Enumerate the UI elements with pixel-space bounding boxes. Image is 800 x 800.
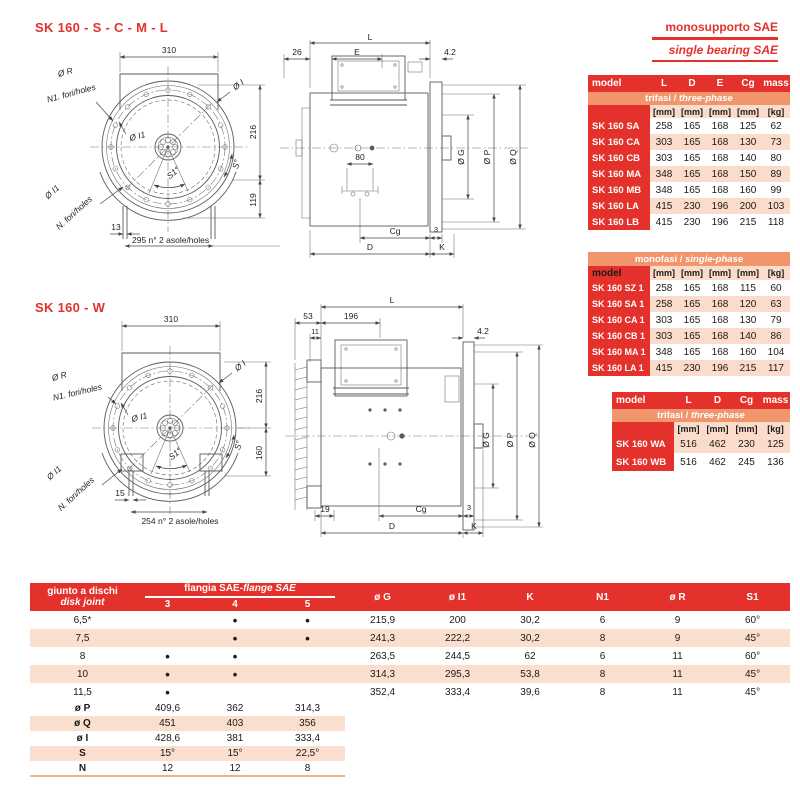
model-cell: SK 160 CA 1 [588, 312, 650, 328]
model-cell: SK 160 SA [588, 118, 650, 134]
sae5-value-cell: 333,4 [295, 733, 321, 744]
value-cell: 165 [683, 314, 701, 326]
value-cell: 165 [683, 184, 701, 196]
value-cell: 230 [732, 435, 761, 453]
table-row [588, 360, 790, 376]
value-cell: 303 [655, 152, 673, 164]
col-header-sae4: 4 [200, 598, 270, 611]
col-header-Cg: Cg [732, 392, 761, 409]
sae5-value-cell: 8 [270, 761, 345, 776]
junction-detail [445, 376, 459, 402]
n1-cell: 8 [565, 665, 640, 683]
label-diam-i1: Ø I1 [130, 410, 149, 425]
dim-11: 11 [311, 327, 319, 336]
value-cell: 118 [768, 216, 784, 228]
dim-L: L [367, 32, 373, 42]
page-title-drawing2: SK 160 - W [35, 300, 106, 315]
sae3-cell [135, 611, 200, 629]
value-cell: 168 [711, 184, 729, 196]
value-cell: 230 [683, 216, 701, 228]
table-row [588, 214, 790, 230]
col-header-diam-i1: ø I1 [420, 583, 495, 611]
value-cell: 140 [739, 152, 757, 164]
diam-g-cell: 352,4 [370, 686, 396, 698]
model-cell: SK 160 CB 1 [588, 328, 650, 344]
dim-53: 53 [303, 311, 313, 321]
blank-cell [345, 716, 790, 731]
table-row [30, 746, 790, 761]
value-cell: 258 [655, 282, 673, 294]
value-cell: 120 [734, 296, 762, 312]
model-cell: SK 160 MB [588, 182, 650, 198]
value-cell: 125 [761, 435, 790, 453]
model-cell: SK 160 LA 1 [588, 360, 650, 376]
angle-s1-label: S1° [164, 164, 182, 181]
diam-i1-cell: 200 [449, 614, 466, 626]
s1-cell: 60° [744, 650, 761, 662]
label-n-holes: N. fori/holes [55, 474, 97, 513]
unit-mm: [mm] [734, 266, 762, 280]
sae5-value-cell: 356 [270, 716, 345, 731]
table-w-series [612, 392, 790, 471]
n1-cell: 8 [565, 629, 640, 647]
unit-mm: [mm] [703, 422, 732, 435]
label-diam-p: Ø P [482, 149, 492, 165]
disk-joint-cell: 6,5* [73, 614, 92, 626]
sae4-cell: • [200, 629, 270, 647]
right-header [652, 20, 778, 62]
table-row [30, 629, 790, 647]
col-header-model: model [588, 266, 650, 280]
sae4-value-cell: 381 [226, 733, 244, 744]
dim-295-slots: 295 n° 2 asole/holes [132, 235, 210, 245]
value-cell: 125 [739, 120, 757, 132]
value-cell: 168 [711, 346, 729, 358]
value-cell: 168 [706, 134, 734, 150]
col-header-L: L [674, 392, 703, 409]
diam-r-cell: 11 [640, 665, 715, 683]
model-cell: SK 160 SA 1 [588, 296, 650, 312]
value-cell: 348 [655, 184, 673, 196]
dim-119: 119 [248, 193, 258, 207]
n1-cell: 6 [599, 650, 606, 662]
diam-r-cell: 9 [674, 614, 681, 626]
col-header-disk-joint: giunto a dischi disk joint [30, 583, 135, 611]
front-view-drawing-2 [28, 296, 290, 546]
side-view-drawing-1 [272, 28, 530, 262]
value-cell: 89 [762, 166, 790, 182]
sae4-value-cell: 362 [226, 703, 244, 714]
value-cell: 462 [703, 435, 732, 453]
label-n1-holes: N1. fori/holes [45, 81, 97, 105]
row-label-cell: N [30, 761, 135, 776]
k-cell: 39,6 [520, 686, 540, 698]
value-cell: 130 [734, 134, 762, 150]
table-row [30, 611, 790, 629]
unit-mm: [mm] [674, 422, 703, 435]
value-cell: 86 [762, 328, 790, 344]
dim-160: 160 [254, 445, 264, 461]
sae4-value-cell: 403 [200, 716, 270, 731]
label-n-holes: N. fori/holes [53, 193, 95, 232]
value-cell: 168 [706, 328, 734, 344]
diam-i1-cell: 333,4 [445, 686, 471, 698]
table-row [30, 665, 790, 683]
value-cell: 165 [683, 346, 701, 358]
value-cell: 165 [678, 134, 706, 150]
sae3-cell [135, 629, 200, 647]
col-header-sae5: 5 [270, 598, 345, 611]
unit-mm: [mm] [678, 105, 706, 118]
value-cell: 462 [709, 456, 726, 468]
units-spacer [588, 105, 650, 118]
k-cell: 30,2 [520, 614, 540, 626]
row-label-cell: ø P [74, 703, 91, 714]
sae3-value-cell: 12 [135, 761, 200, 776]
table-row [588, 328, 790, 344]
sae5-cell: • [270, 629, 345, 647]
sae3-cell: • [165, 684, 170, 700]
s1-cell: 45° [715, 629, 790, 647]
value-cell: 168 [711, 314, 729, 326]
sae5-value-cell: 22,5° [270, 746, 345, 761]
sae3-value-cell: 409,6 [154, 703, 181, 714]
value-cell: 73 [762, 134, 790, 150]
diam-g-cell: 314,3 [345, 665, 420, 683]
angle-s1-label: S1° [166, 445, 184, 462]
unit-mm: [mm] [650, 266, 678, 280]
s1-cell: 45° [715, 665, 790, 683]
col-header-E: E [706, 75, 734, 92]
unit-mm: [mm] [650, 105, 678, 118]
value-cell: 103 [762, 198, 790, 214]
table-single-phase [588, 252, 790, 376]
disk-joint-cell: 11,5 [73, 686, 92, 698]
sae4-value-cell: 15° [200, 746, 270, 761]
value-cell: 160 [739, 184, 757, 196]
value-cell: 165 [683, 282, 701, 294]
table-row [588, 296, 790, 312]
blank-cell [345, 731, 790, 746]
col-header-D: D [703, 392, 732, 409]
value-cell: 215 [739, 216, 757, 228]
value-cell: 140 [734, 328, 762, 344]
col-header-mass: mass [762, 75, 790, 92]
dim-Cg: Cg [389, 226, 401, 236]
col-header-L: L [650, 75, 678, 92]
sae5-cell [270, 683, 345, 701]
dim-310: 310 [163, 314, 179, 324]
value-cell: 63 [762, 296, 790, 312]
unit-kg: [kg] [761, 422, 790, 435]
table-row [588, 280, 790, 296]
table-three-phase [588, 75, 790, 230]
unit-mm: [mm] [678, 266, 706, 280]
table-row [30, 716, 790, 731]
value-cell: 215 [734, 360, 762, 376]
value-cell: 415 [650, 198, 678, 214]
label-diam-q: Ø Q [527, 432, 537, 448]
col-header-diam-r: ø R [640, 583, 715, 611]
value-cell: 168 [711, 120, 729, 132]
sae5-cell [270, 647, 345, 665]
model-cell: SK 160 WA [612, 435, 674, 453]
value-cell: 62 [770, 120, 782, 132]
dim-254-slots: 254 n° 2 asole/holes [141, 516, 219, 526]
sae4-value-cell: 12 [200, 761, 270, 776]
dim-K: K [471, 521, 477, 531]
col-header-sae3: 3 [135, 598, 200, 611]
dim-196: 196 [343, 311, 359, 321]
dim-4-2: 4.2 [444, 47, 456, 57]
label-n1-holes: N1. fori/holes [51, 381, 103, 403]
label-diam-i1-b: Ø I1 [44, 463, 64, 482]
value-cell: 60 [770, 282, 782, 294]
value-cell: 165 [678, 166, 706, 182]
subheader-trifasi: trifasi / three-phase [588, 92, 790, 105]
diam-r-cell: 11 [672, 650, 683, 662]
value-cell: 117 [762, 360, 790, 376]
value-cell: 168 [711, 152, 729, 164]
disk-joint-cell: 8 [79, 650, 86, 662]
table-row [30, 701, 790, 716]
dim-D: D [388, 521, 396, 531]
sae3-value-cell: 15° [135, 746, 200, 761]
value-cell: 303 [655, 314, 673, 326]
col-header-n1: N1 [565, 583, 640, 611]
units-spacer [612, 422, 674, 435]
unit-mm: [mm] [706, 266, 734, 280]
model-cell: SK 160 CA [588, 134, 650, 150]
value-cell: 258 [655, 120, 673, 132]
value-cell: 165 [678, 296, 706, 312]
table-row [588, 344, 790, 360]
value-cell: 130 [739, 314, 757, 326]
unit-kg: [kg] [762, 105, 790, 118]
model-cell: SK 160 SZ 1 [588, 280, 650, 296]
sae-flange [430, 82, 442, 232]
value-cell: 136 [767, 456, 784, 468]
model-cell: SK 160 LB [588, 214, 650, 230]
col-header-mass: mass [761, 392, 790, 409]
table-row [30, 683, 790, 701]
label-diam-g: Ø G [456, 149, 466, 165]
side-view-drawing-2 [275, 288, 545, 545]
value-cell: 79 [770, 314, 782, 326]
row-label-cell: ø Q [30, 716, 135, 731]
dim-Cg: Cg [415, 504, 427, 514]
model-cell: SK 160 LA [588, 198, 650, 214]
rubber-pad-right [200, 454, 222, 471]
subheader-monofasi: monofasi / single-phase [588, 252, 790, 266]
table-row [30, 647, 790, 665]
unit-mm: [mm] [706, 105, 734, 118]
value-cell: 245 [738, 456, 755, 468]
s1-cell: 45° [744, 686, 761, 698]
table-row [588, 134, 790, 150]
row-label-cell: S [30, 746, 135, 761]
dim-D: D [366, 242, 374, 252]
col-header-D: D [678, 75, 706, 92]
model-cell: SK 160 CB [588, 150, 650, 166]
unit-mm: [mm] [732, 422, 761, 435]
model-cell: SK 160 MA [588, 166, 650, 182]
label-diam-i: Ø I [230, 77, 246, 93]
label-diam-q: Ø Q [508, 149, 518, 165]
value-cell: 150 [734, 166, 762, 182]
k-cell: 53,8 [495, 665, 565, 683]
value-cell: 165 [683, 120, 701, 132]
unit-kg: [kg] [762, 266, 790, 280]
label-diam-i: Ø I [232, 358, 248, 374]
table-row [588, 118, 790, 134]
dim-K: K [439, 242, 445, 252]
disk-joint-cell: 7,5 [30, 629, 135, 647]
sae4-cell: • [232, 648, 238, 664]
table-row [588, 150, 790, 166]
value-cell: 165 [678, 328, 706, 344]
dim-216: 216 [248, 124, 258, 140]
value-cell: 99 [770, 184, 782, 196]
dim-3: 3 [466, 503, 472, 512]
sae4-cell: • [232, 612, 238, 628]
value-cell: 348 [655, 346, 673, 358]
diam-i1-cell: 222,2 [420, 629, 495, 647]
right-header-line2: single bearing SAE [652, 40, 778, 62]
sae5-cell [270, 665, 345, 683]
label-diam-i1-b: Ø I1 [42, 182, 62, 201]
dim-310: 310 [161, 45, 177, 55]
dim-L: L [389, 295, 395, 305]
dim-80: 80 [355, 152, 365, 162]
sae4-cell [200, 683, 270, 701]
model-cell: SK 160 MA 1 [588, 344, 650, 360]
value-cell: 516 [680, 456, 697, 468]
table-row [612, 435, 790, 453]
value-cell: 415 [650, 360, 678, 376]
sae3-value-cell: 451 [135, 716, 200, 731]
diam-r-cell: 9 [640, 629, 715, 647]
sae3-cell: • [165, 648, 170, 664]
value-cell: 258 [650, 296, 678, 312]
value-cell: 196 [706, 198, 734, 214]
sae4-cell: • [200, 665, 270, 683]
value-cell: 160 [739, 346, 757, 358]
diam-i1-cell: 295,3 [420, 665, 495, 683]
angle-s-label: S° [232, 439, 245, 451]
page-title-drawing1: SK 160 - S - C - M - L [35, 20, 169, 35]
value-cell: 196 [706, 360, 734, 376]
value-cell: 230 [678, 198, 706, 214]
table-flange-sae [30, 583, 790, 777]
front-view-drawing-1 [28, 34, 290, 266]
table-row [588, 198, 790, 214]
table-row [588, 166, 790, 182]
label-diam-i1: Ø I1 [128, 129, 147, 144]
value-cell: 303 [650, 134, 678, 150]
col-header-flangia: flangia SAE-flange SAE [135, 583, 345, 598]
blank-cell [345, 746, 790, 761]
dim-19: 19 [320, 504, 330, 514]
angle-s-label: S° [230, 158, 243, 170]
col-header-Cg: Cg [734, 75, 762, 92]
n1-cell: 8 [599, 686, 606, 698]
value-cell: 516 [674, 435, 703, 453]
unit-mm: [mm] [734, 105, 762, 118]
label-diam-r: Ø R [56, 65, 74, 79]
value-cell: 165 [683, 152, 701, 164]
value-cell: 230 [678, 360, 706, 376]
dim-26: 26 [292, 47, 302, 57]
value-cell: 168 [706, 296, 734, 312]
value-cell: 200 [734, 198, 762, 214]
sae5-value-cell: 314,3 [295, 703, 321, 714]
disk-joint-cell: 10 [30, 665, 135, 683]
dim-15: 15 [115, 488, 125, 498]
col-header-s1: S1 [715, 583, 790, 611]
dim-4-2: 4.2 [477, 326, 489, 336]
dim-13: 13 [111, 222, 121, 232]
label-diam-r: Ø R [50, 369, 68, 383]
label-diam-p: Ø P [505, 432, 515, 448]
sae3-cell: • [135, 665, 200, 683]
blank-cell [345, 761, 790, 776]
col-header-k: K [495, 583, 565, 611]
right-header-line1: monosupporto SAE [652, 20, 778, 40]
value-cell: 104 [767, 346, 785, 358]
cooling-fins [295, 363, 307, 510]
model-cell: SK 160 WB [612, 453, 674, 471]
col-header-diam-g: ø G [345, 583, 420, 611]
label-diam-g: Ø G [481, 432, 491, 448]
dim-E: E [354, 47, 360, 57]
diam-g-cell: 263,5 [370, 650, 396, 662]
dim-216: 216 [254, 388, 264, 404]
sae5-cell: • [305, 612, 310, 628]
n1-cell: 6 [599, 614, 606, 626]
diam-g-cell: 215,9 [370, 614, 396, 626]
blank-cell [345, 701, 790, 716]
table-row [612, 453, 790, 471]
k-cell: 62 [524, 650, 536, 662]
value-cell: 168 [711, 282, 729, 294]
diam-i1-cell: 244,5 [445, 650, 471, 662]
s1-cell: 60° [744, 614, 761, 626]
value-cell: 80 [770, 152, 782, 164]
value-cell: 348 [650, 166, 678, 182]
k-cell: 30,2 [495, 629, 565, 647]
table-row [30, 761, 790, 776]
diam-g-cell: 241,3 [345, 629, 420, 647]
sae3-value-cell: 428,6 [154, 733, 181, 744]
lifting-lug [408, 62, 422, 72]
value-cell: 115 [740, 282, 756, 294]
table-row [30, 731, 790, 746]
row-label-cell: ø I [76, 733, 89, 744]
table-row [588, 312, 790, 328]
value-cell: 196 [711, 216, 729, 228]
col-header-model: model [588, 75, 650, 92]
subheader-trifasi: trifasi / three-phase [612, 409, 790, 422]
diam-r-cell: 11 [672, 686, 683, 698]
value-cell: 303 [650, 328, 678, 344]
col-header-model: model [612, 392, 674, 409]
table-row [588, 182, 790, 198]
value-cell: 415 [655, 216, 673, 228]
value-cell: 168 [706, 166, 734, 182]
dim-3: 3 [433, 225, 439, 234]
